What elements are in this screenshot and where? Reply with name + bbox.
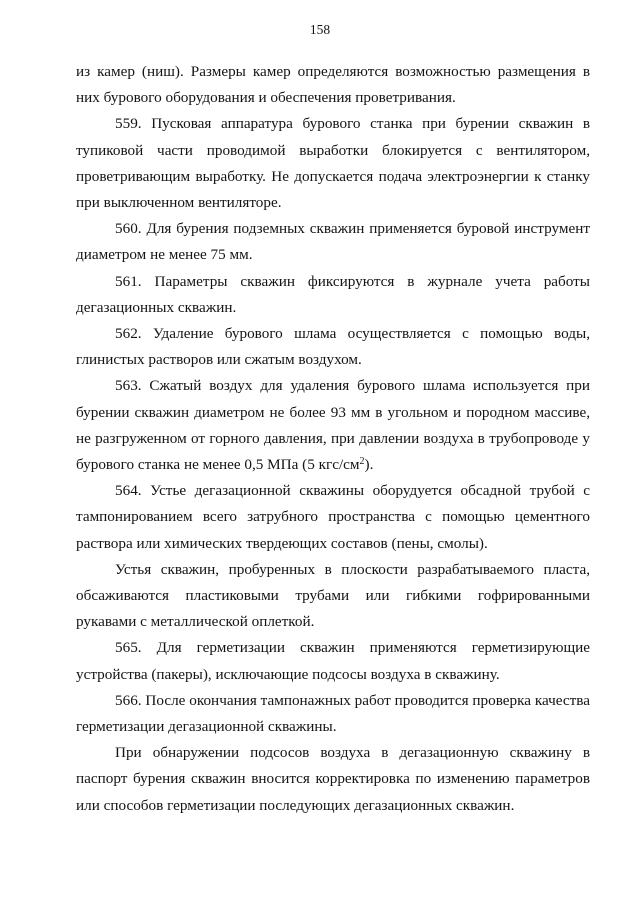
paragraph-number: 565.: [115, 639, 142, 657]
paragraph-continuation: [76, 59, 590, 111]
paragraph-565: [76, 635, 590, 687]
paragraph-text: Устье дегазационной скважины оборудуется обсадной трубой с тампонированием всего затрубного пространства с помощью цементного раствора или химических твердеющих составов (пены, смолы).: [76, 482, 590, 552]
paragraph-text: Устья скважин, пробуренных в плоскости разрабатываемого пласта, обсаживаются пластиковыми трубами или гибкими гофрированными рукавами с металлической оплеткой.: [76, 560, 590, 631]
paragraph-number: 560.: [115, 220, 142, 238]
paragraph-number: 559.: [115, 115, 142, 133]
paragraph-text: Удаление бурового шлама осуществляется с помощью воды, глинистых растворов или сжатым воздухом.: [76, 325, 590, 369]
paragraph-number: 563.: [115, 377, 142, 395]
superscript: 2: [359, 456, 365, 468]
paragraph-text: Для герметизации скважин применяются герметизирующие устройства (пакеры), исключающие подсосы воздуха в скважину.: [76, 639, 591, 683]
paragraph-text: Сжатый воздух для удаления бурового шлама используется при бурении скважин диаметром не более 93 мм в угольном и породном массиве, не разгруженном от горного давления, при давлении воздуха в трубопроводе у бурового станка не менее 0,5 МПа (5 кгс/см: [76, 377, 590, 474]
paragraph-number: 564.: [115, 482, 142, 500]
paragraph-564: [76, 478, 590, 557]
paragraph-text: Параметры скважин фиксируются в журнале учета работы дегазационных скважин.: [76, 272, 591, 316]
paragraph-564-continued: [76, 557, 590, 636]
paragraph-text: После окончания тампонажных работ проводится проверка качества герметизации дегазационной скважины.: [76, 691, 590, 736]
paragraph-number: 561.: [115, 272, 142, 290]
document-body: [76, 59, 590, 819]
paragraph-text: Пусковая аппаратура бурового станка при бурении скважин в тупиковой части проводимой выработки блокируется с вентилятором, проветривающим выработку. Не допускается подача электроэнергии к станку при выключенном вентиляторе.: [76, 115, 590, 212]
paragraph-562: [76, 321, 590, 373]
paragraph-text: При обнаружении подсосов воздуха в дегазационную скважину в паспорт бурения скважин вносится корректировка по изменению параметров или способов герметизации последующих дегазационных скважин.: [76, 744, 590, 814]
paragraph-561: [76, 269, 590, 321]
paragraph-text-end: ).: [364, 456, 374, 474]
paragraph-563: [76, 373, 590, 478]
paragraph-number: 566.: [115, 691, 142, 709]
paragraph-text: из камер (ниш). Размеры камер определяются возможностью размещения в них бурового оборудования и обеспечения проветривания.: [76, 63, 590, 107]
paragraph-560: [76, 216, 590, 268]
paragraph-number: 562.: [115, 325, 142, 343]
paragraph-559: [76, 111, 590, 216]
paragraph-text: Для бурения подземных скважин применяется буровой инструмент диаметром не менее 75 мм.: [76, 220, 591, 264]
page-number: 158: [309, 22, 331, 37]
paragraph-566-continued: [76, 740, 590, 819]
paragraph-566: [76, 688, 590, 740]
